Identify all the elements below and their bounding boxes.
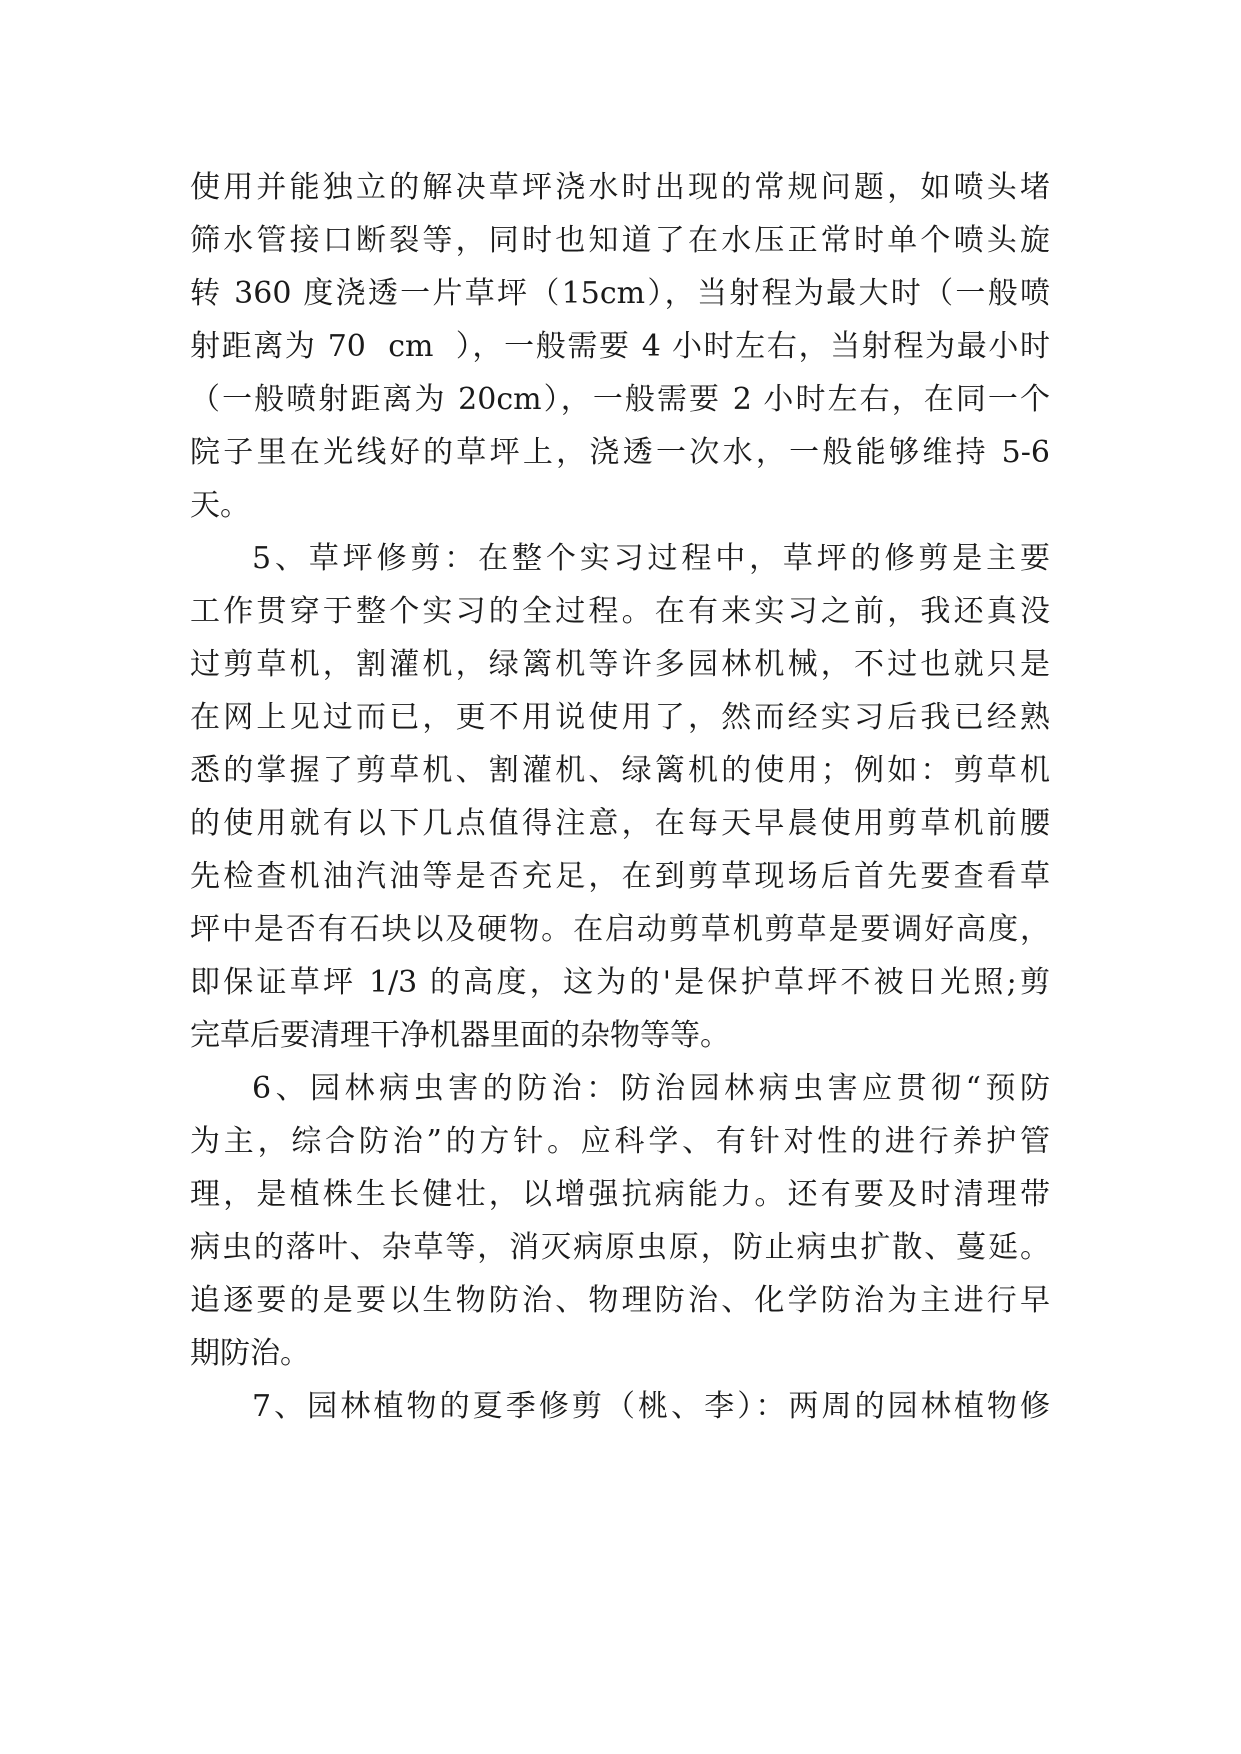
paragraph-start-line: 5、草坪修剪：在整个实习过程中，草坪的修剪是主要 (252, 541, 1050, 576)
text-line: 为主，综合防治”的方针。应科学、有针对性的进行养护管 (190, 1124, 1050, 1159)
text-line: 工作贯穿于整个实习的全过程。在有来实习之前，我还真没 (190, 594, 1050, 629)
text-line: 完草后要清理干净机器里面的杂物等等。 (190, 1018, 730, 1053)
text-line: 病虫的落叶、杂草等，消灭病原虫原，防止病虫扩散、蔓延。 (190, 1230, 1050, 1265)
text-line: 悉的掌握了剪草机、割灌机、绿篱机的使用；例如：剪草机 (190, 753, 1050, 788)
text-line: 使用并能独立的解决草坪浇水时出现的常规问题，如喷头堵 (190, 170, 1050, 205)
paragraph-start-line: 6、园林病虫害的防治：防治园林病虫害应贯彻“预防 (252, 1071, 1050, 1106)
text-line: 过剪草机，割灌机，绿篱机等许多园林机械，不过也就只是 (190, 647, 1050, 682)
text-line: 的使用就有以下几点值得注意，在每天早晨使用剪草机前腰 (190, 806, 1050, 841)
text-line: 筛水管接口断裂等，同时也知道了在水压正常时单个喷头旋 (190, 223, 1050, 258)
paragraph-start-line: 7、园林植物的夏季修剪（桃、李）：两周的园林植物修 (252, 1389, 1050, 1424)
text-line: 即保证草坪 1/3 的高度，这为的'是保护草坪不被日光照;剪 (190, 965, 1050, 1000)
text-line: 在网上见过而已，更不用说使用了，然而经实习后我已经熟 (190, 700, 1050, 735)
text-line: 坪中是否有石块以及硬物。在启动剪草机剪草是要调好高度， (190, 912, 1050, 947)
text-line: 先检查机油汽油等是否充足，在到剪草现场后首先要查看草 (190, 859, 1050, 894)
text-line: 转 360 度浇透一片草坪（15cm），当射程为最大时（一般喷 (190, 276, 1050, 311)
text-line: 射距离为 70 cm ），一般需要 4 小时左右，当射程为最小时 (190, 329, 1050, 364)
text-line: 理，是植株生长健壮，以增强抗病能力。还有要及时清理带 (190, 1177, 1050, 1212)
text-line: 追逐要的是要以生物防治、物理防治、化学防治为主进行早 (190, 1283, 1050, 1318)
text-line: 期防治。 (190, 1336, 310, 1371)
text-line: （一般喷射距离为 20cm），一般需要 2 小时左右，在同一个 (190, 382, 1050, 417)
text-line: 院子里在光线好的草坪上，浇透一次水，一般能够维持 5-6 (190, 435, 1050, 470)
text-line: 天。 (190, 488, 250, 523)
